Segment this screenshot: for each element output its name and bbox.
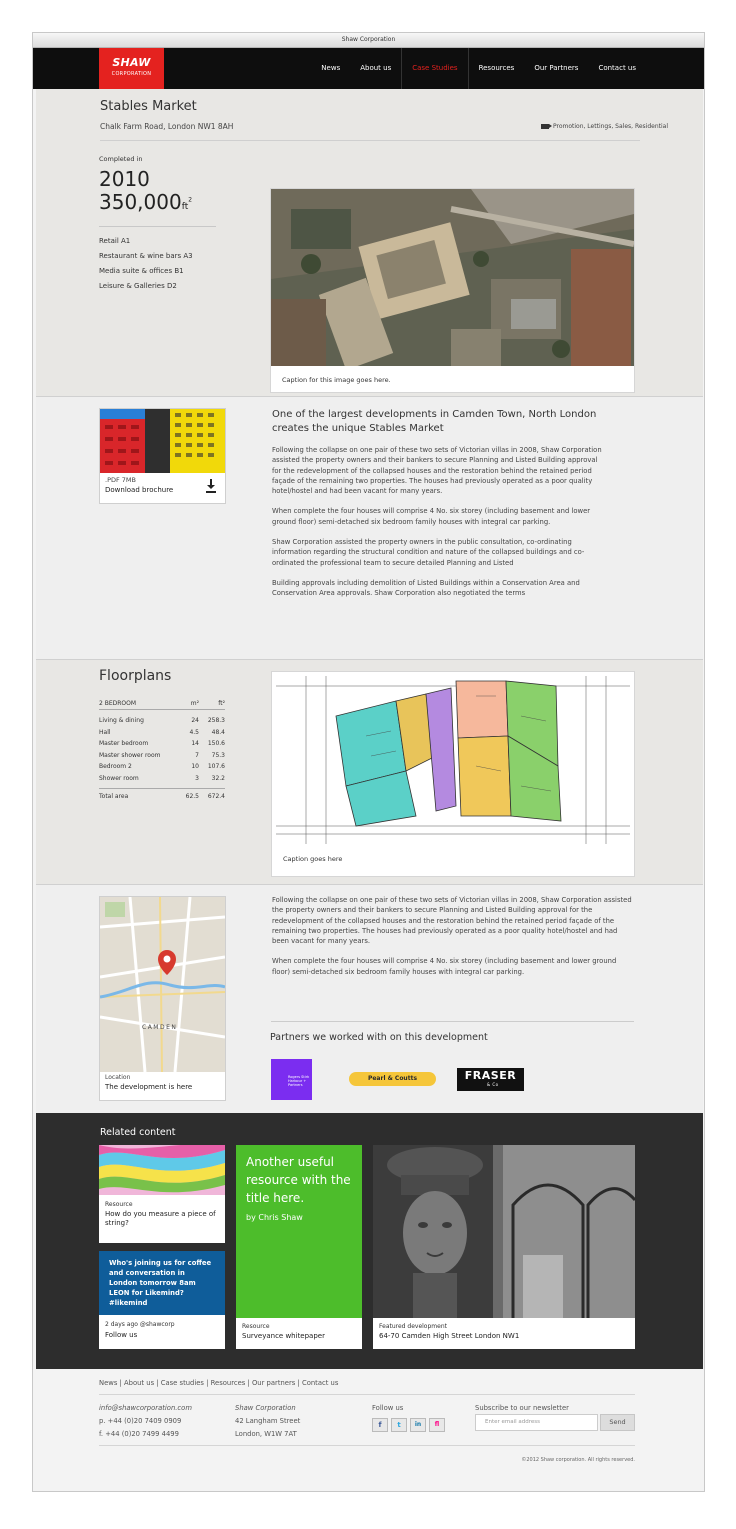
- location-paragraph: When complete the four houses will comprise 4 No. six storey (including basement and lower ground floor) semi-detached six bedroom family houses with integral car parking.: [272, 957, 617, 976]
- table-row: [99, 738, 225, 750]
- room-ft2: 48.4: [211, 728, 225, 736]
- fraser-name: FRASER: [464, 1069, 517, 1082]
- card-type: Featured development: [379, 1323, 447, 1330]
- use-class-item: Leisure & Galleries D2: [99, 282, 177, 290]
- table-row: [99, 761, 225, 773]
- room-name: Bedroom 2: [99, 763, 132, 771]
- main-nav: [311, 48, 646, 89]
- completed-year: 2010: [99, 167, 150, 191]
- card-title: How do you measure a piece of string?: [105, 1210, 216, 1227]
- footer-fax: f. +44 (0)20 7499 4499: [99, 1430, 179, 1438]
- use-class-item: Media suite & offices B1: [99, 267, 184, 275]
- logo-sub: CORPORATION: [111, 71, 152, 77]
- image-gallery: [270, 188, 635, 393]
- page-title: Stables Market: [100, 99, 197, 114]
- footer-link-contact[interactable]: Contact us: [301, 1379, 339, 1387]
- gallery-caption: Caption for this image goes here.: [282, 376, 391, 384]
- area-unit: ft: [181, 202, 189, 212]
- footer-link-about[interactable]: About us: [124, 1379, 155, 1387]
- footer: [36, 1369, 703, 1492]
- floorplan-caption: Caption goes here: [283, 855, 343, 863]
- header-m: m²: [190, 699, 199, 707]
- table-row: [99, 773, 225, 785]
- footer-link-case-studies[interactable]: Case studies: [160, 1379, 204, 1387]
- fraser-sub: & Co: [487, 1082, 499, 1087]
- room-ft2: 150.6: [207, 740, 225, 748]
- related-card-resource[interactable]: [99, 1145, 225, 1243]
- divider: [99, 1394, 635, 1395]
- footer-link-news[interactable]: News: [99, 1379, 118, 1387]
- table-row: [99, 715, 225, 727]
- area-exponent: 2: [188, 196, 193, 204]
- tweet-meta: 2 days ago @shawcorp: [105, 1321, 175, 1328]
- room-m2: 4.5: [189, 728, 199, 736]
- divider: [99, 226, 216, 227]
- area-value: 350,000: [99, 190, 182, 214]
- floorplan-table: [99, 697, 225, 802]
- newsletter-title: Subscribe to our newsletter: [475, 1404, 569, 1412]
- header-ft: ft²: [218, 699, 225, 707]
- room-m2: 10: [191, 763, 199, 771]
- divider: [99, 1445, 635, 1446]
- tweet-card[interactable]: [99, 1251, 225, 1349]
- room-m2: 7: [195, 751, 199, 759]
- floorplans-title: Floorplans: [99, 668, 172, 684]
- footer-street: 42 Langham Street: [235, 1417, 301, 1425]
- newsletter-send-button[interactable]: Send: [600, 1414, 635, 1431]
- follow-label: Follow us: [372, 1404, 404, 1412]
- footer-link-resources[interactable]: Resources: [210, 1379, 246, 1387]
- about-paragraph: Building approvals including demolition of Listed Buildings within a Conservation Area and Conservation Area approvals. Shaw Corporation also negotiated the terms: [272, 578, 580, 598]
- nav-resources[interactable]: Resources: [478, 64, 515, 72]
- social-icons: [372, 1418, 448, 1432]
- newsletter-email-input[interactable]: Enter email address: [475, 1414, 598, 1431]
- total-m2: 62.5: [185, 793, 199, 800]
- footer-social: [372, 1402, 448, 1432]
- card-image: [99, 1145, 225, 1195]
- card-type: Resource: [242, 1323, 270, 1330]
- footer-link-partners[interactable]: Our partners: [251, 1379, 296, 1387]
- room-ft2: 107.6: [207, 763, 225, 771]
- brochure-image: [100, 409, 225, 473]
- green-author: by Chris Shaw: [246, 1213, 303, 1222]
- card-type: Resource: [105, 1201, 133, 1208]
- flickr-icon[interactable]: fl: [429, 1418, 445, 1432]
- total-name: Total area: [99, 793, 129, 800]
- about-paragraph: Following the collapse on one pair of these two sets of Victorian villas in 2008, Shaw Corporation assisted the property owners and their bankers to secure Planning and Listed Building approval for the redevelopment of the collapsed houses and the restoration behind the retained period façade of the remaining two properties. The houses had previously operated as a poor quality hotel/hostel and had been vacant for many years.: [272, 446, 602, 496]
- floorplan-drawing[interactable]: [276, 676, 630, 844]
- nav-contact[interactable]: Contact us: [598, 64, 636, 72]
- brochure-format: .PDF 7MB: [105, 476, 136, 484]
- follow-us-link[interactable]: Follow us: [105, 1331, 138, 1339]
- about-paragraph: Shaw Corporation assisted the property owners in the public consultation, co-ordinating information regarding the structural condition and nature of the collapsed buildings and co-ordinated the professional team to secure detailed Planning and Listed: [272, 538, 585, 567]
- download-icon: [206, 479, 216, 493]
- completed-label: Completed in: [99, 155, 143, 163]
- table-total-row: [99, 788, 225, 802]
- map-area-label: CAMDEN: [142, 1024, 178, 1031]
- project-tags: [541, 123, 668, 130]
- top-navigation: [33, 48, 705, 89]
- window-title: Shaw Corporation: [33, 33, 704, 48]
- partners-title: Partners we worked with on this development: [270, 1032, 488, 1043]
- table-row: [99, 727, 225, 739]
- related-title: Related content: [100, 1127, 176, 1138]
- card-title: Surveyance whitepaper: [242, 1332, 325, 1340]
- floorplan-viewer: [271, 671, 635, 877]
- footer-address: [235, 1402, 300, 1441]
- divider: [100, 140, 640, 141]
- room-m2: 24: [191, 717, 199, 725]
- partner-logo-rogers[interactable]: Rogers Stirk Harbour + Partners: [271, 1059, 312, 1100]
- project-address: Chalk Farm Road, London NW1 8AH: [100, 122, 234, 131]
- nav-about[interactable]: About us: [360, 64, 392, 72]
- table-row: [99, 750, 225, 762]
- featured-image: [373, 1145, 635, 1318]
- location-label: Location: [105, 1074, 131, 1081]
- related-card-whitepaper[interactable]: [236, 1145, 362, 1349]
- header-name: 2 BEDROOM: [99, 699, 137, 707]
- tweet-text: Who's joining us for coffee and conversation in London tomorrow 8am LEON for Likemind? #likemind: [99, 1251, 225, 1315]
- tags-text: Promotion, Lettings, Sales, Residential: [552, 123, 668, 130]
- copyright: ©2012 Shaw corporation. All rights reserved.: [521, 1457, 635, 1463]
- brochure-label: Download brochure: [105, 486, 174, 494]
- footer-links: News | About us | Case studies | Resources | Our partners | Contact us: [99, 1379, 339, 1387]
- footer-company: Shaw Corporation: [235, 1404, 296, 1412]
- location-section: [36, 885, 703, 1113]
- room-ft2: 32.2: [211, 774, 225, 782]
- logo-name: SHAW: [112, 56, 151, 69]
- about-section: [36, 397, 703, 659]
- partner-logo-pearl-coutts[interactable]: Pearl & Coutts: [349, 1072, 436, 1086]
- about-heading: One of the largest developments in Camden Town, North London creates the unique Stables Market: [272, 409, 597, 434]
- project-area: [99, 190, 192, 214]
- nav-news[interactable]: News: [321, 64, 341, 72]
- use-classes: [99, 237, 193, 297]
- use-class-item: Retail A1: [99, 237, 131, 245]
- green-panel: [236, 1145, 362, 1318]
- room-ft2: 258.3: [207, 717, 225, 725]
- room-name: Master bedroom: [99, 740, 149, 748]
- tag-icon: [541, 124, 549, 129]
- browser-window: [32, 32, 705, 1492]
- facebook-icon[interactable]: f: [372, 1418, 388, 1432]
- project-hero: [36, 89, 703, 397]
- room-name: Master shower room: [99, 751, 161, 759]
- partner-logo-fraser[interactable]: [457, 1068, 524, 1091]
- brochure-download[interactable]: [99, 408, 226, 504]
- green-headline: Another useful resource with the title here.: [246, 1155, 351, 1205]
- use-class-item: Restaurant & wine bars A3: [99, 252, 193, 260]
- location-paragraph: Following the collapse on one pair of these two sets of Victorian villas in 2008, Shaw Corporation assisted the property owners and their bankers to secure Planning and Listed Building approval for the redevelopment of the collapsed houses and the restoration behind the retained period façade of the remaining two properties. The houses had previously operated as a poor quality hotel/hostel and had been vacant for many years.: [272, 896, 632, 946]
- twitter-icon[interactable]: t: [391, 1418, 407, 1432]
- room-m2: 14: [191, 740, 199, 748]
- map-image: [100, 897, 225, 1072]
- location-body: [272, 895, 632, 987]
- floorplans-section: [36, 659, 703, 885]
- footer-phone: p. +44 (0)20 7409 0909: [99, 1417, 182, 1425]
- room-name: Hall: [99, 728, 111, 736]
- location-map[interactable]: [99, 896, 226, 1101]
- about-body: [272, 445, 602, 609]
- nav-case-studies[interactable]: Case Studies: [412, 64, 458, 72]
- footer-city: London, W1W 7AT: [235, 1430, 297, 1438]
- related-card-featured[interactable]: [373, 1145, 635, 1349]
- about-paragraph: When complete the four houses will comprise 4 No. six storey (including basement and lower ground floor) semi-detached six bedroom family houses with integral car parking.: [272, 507, 591, 526]
- location-desc: The development is here: [105, 1083, 193, 1091]
- linkedin-icon[interactable]: in: [410, 1418, 426, 1432]
- divider: [271, 1021, 634, 1022]
- room-ft2: 75.3: [211, 751, 225, 759]
- nav-partners[interactable]: Our Partners: [534, 64, 579, 72]
- footer-email[interactable]: info@shawcorporation.com: [99, 1404, 192, 1412]
- aerial-photo[interactable]: [271, 189, 634, 366]
- footer-contact: [99, 1402, 192, 1441]
- table-header: [99, 697, 225, 710]
- total-ft2: 672.4: [207, 793, 225, 800]
- logo[interactable]: [99, 48, 164, 89]
- card-title: 64-70 Camden High Street London NW1: [379, 1332, 520, 1340]
- room-m2: 3: [195, 774, 199, 782]
- room-name: Shower room: [99, 774, 139, 782]
- related-content: [36, 1113, 703, 1369]
- room-name: Living & dining: [99, 717, 144, 725]
